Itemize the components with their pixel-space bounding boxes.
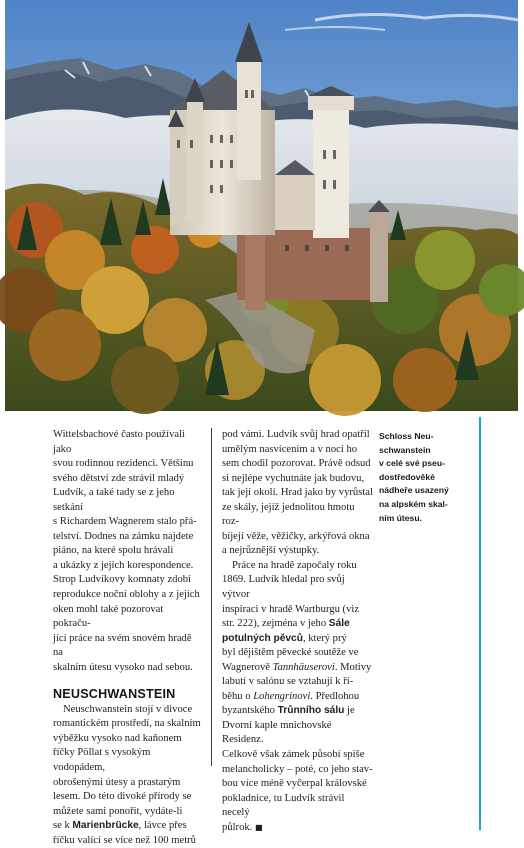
paragraph-neuschwanstein: Neuschwanstein stojí v divoce romantickém prostředí, na skalním výběžku vysoko nad kaňonem říčky Pöllat s vysokým vodopádem, obrošenými útesy a prastarým lesem. Do této divoké přírody se můžete sami ponořit, vydáte-li se k Marienbrücke, lávce přes říčku valící se více než 100 metrů bbox=[53, 703, 201, 846]
lohengrin-title: Lohengrinovi bbox=[253, 690, 311, 702]
column-divider bbox=[211, 428, 212, 766]
end-of-article-mark: ■ bbox=[254, 822, 263, 832]
castle-illustration bbox=[5, 0, 518, 411]
potulnych-pevcu-highlight: potulných pěvců bbox=[222, 632, 303, 644]
text-column-left bbox=[53, 428, 202, 848]
text-column-right bbox=[222, 428, 374, 835]
section-heading: NEUSCHWANSTEIN bbox=[53, 687, 176, 702]
tannhauser-title: Tannhäuserovi bbox=[272, 661, 335, 673]
trunni-sal-highlight: Trůnního sálu bbox=[277, 705, 345, 717]
paragraph-wittelsbach: Wittelsbachové často používali jako svou rodinnou rezidenci. Většinu svého dětství zde strávil mladý Ludvík, a také tady se z jeho setkání s Richardem Wagnerem stalo přá- telství. Dodnes na zámku najdete piáno, na které spolu hrávali a ukázky z jejich korespondence. Strop Ludvíkovy komnaty zdobí reprodukce noční oblohy a z jejích oken mohl také pozorovat pokraču- jící práce na svém snovém hradě na skalním útesu vysoko nad sebou. bbox=[53, 429, 200, 673]
paragraph-illumination: pod vámi. Ludvík svůj hrad opatřil umělým nasvícením a v noci ho sem chodil pozorovat. Právě odsud si nejlépe vychutnáte jak budovu, tak její okolí. Hrad jako by vyrůstal ze skály, jejíž jednolitou hmotu roz- bíjejí věže, věžičky, arkýřová okna a nejrůznější výstupky. bbox=[222, 429, 373, 557]
castle-photo bbox=[5, 0, 518, 411]
marienbrucke-highlight: Marienbrücke bbox=[72, 820, 139, 832]
photo-caption: Schloss Neu- schwanstein v celé své pseu- dostředověké nádheře usazený na alpském skal- ním útesu. bbox=[379, 431, 449, 523]
caption-accent-rule bbox=[479, 417, 481, 830]
paragraph-construction: Práce na hradě započaly roku 1869. Ludvík hledal pro svůj výtvor inspiraci v hradě Wartburgu (viz str. 222), zejména v jeho Sále potulných pěvců, který prý byl dějištěm pěvecké soutěže ve Wagnerově Tannhäuserovi. Motivy labutí v salónu se vztahují k ří- běhu o Lohengrinovi. Předlohou byzantského Trůnního sálu je Dvorní kaple mnichovské Residenz. Celkově však zámek působí spíše melancholicky – poté, co jeho stav- bou více méně vyčerpal královské pokladnice, tu Ludvík strávil necelý půlrok. ■ bbox=[222, 559, 373, 833]
sale-highlight: Sále bbox=[328, 618, 350, 630]
